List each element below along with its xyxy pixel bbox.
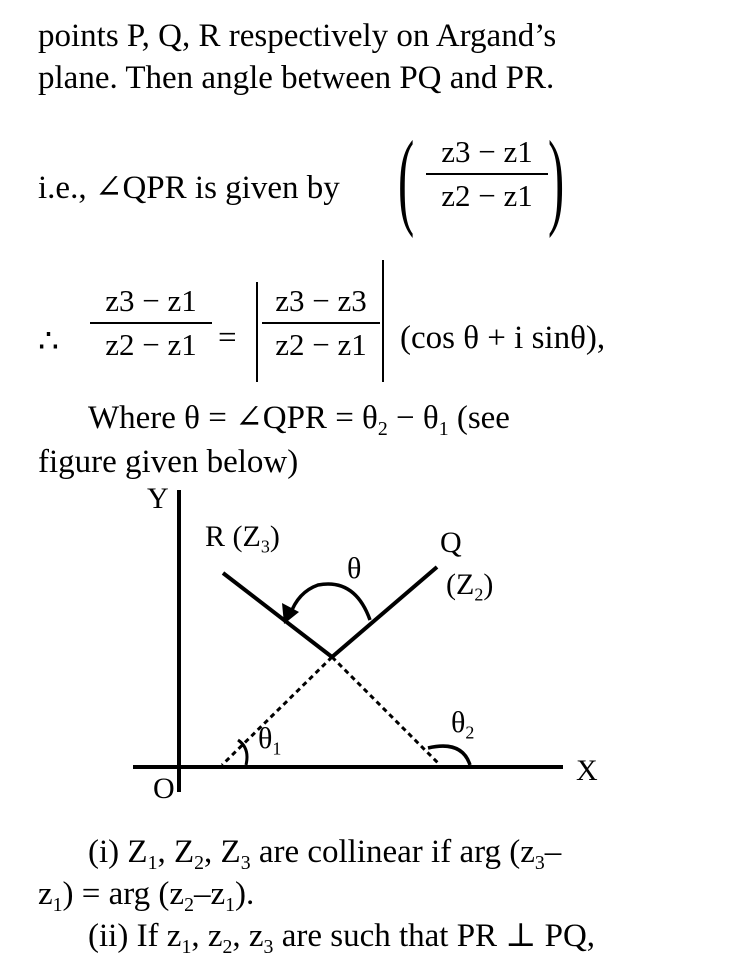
note-i2-d: ). <box>235 876 255 912</box>
note-i-a: (i) Z <box>88 834 148 870</box>
where-text-b: − θ <box>387 400 439 436</box>
note-i-s3: 3 <box>240 851 251 874</box>
y-axis-label: Y <box>147 482 169 515</box>
lhs-denominator: z2 − z1 <box>105 327 197 362</box>
text-line-2: plane. Then angle between PQ and PR. <box>38 60 555 96</box>
note-i-line-2 <box>38 874 254 914</box>
where-text-c: (see <box>448 400 510 436</box>
theta1: θ <box>258 722 273 755</box>
note-i-c: , Z <box>204 834 241 870</box>
z2-label: (Z <box>446 568 475 601</box>
note-i-b: , Z <box>157 834 195 870</box>
where-sub-2: 2 <box>377 417 388 440</box>
note-i2-s2: 2 <box>184 893 194 916</box>
note-i-s2: 2 <box>194 851 205 874</box>
right-paren: ) <box>548 120 565 239</box>
therefore-symbol: ∴ <box>38 324 59 360</box>
x-axis-label: X <box>576 754 598 787</box>
note-i-s1: 1 <box>147 851 158 874</box>
ie-numerator: z3 − z1 <box>441 134 533 169</box>
note-i-e: – <box>544 834 562 870</box>
note-i-s4: 3 <box>534 851 545 874</box>
theta2-arc <box>428 746 470 765</box>
note-ii-s3: 3 <box>263 935 274 958</box>
z3-close: ) <box>269 520 280 553</box>
z3-label: (Z <box>232 520 261 553</box>
where-line-2: figure given below) <box>38 444 299 480</box>
where-sub-1: 1 <box>438 417 449 440</box>
theta-label: θ <box>347 552 362 585</box>
rhs-numerator: z3 − z3 <box>275 283 367 318</box>
note-i-line-1 <box>88 832 561 872</box>
note-ii-a: (ii) If z <box>88 918 182 954</box>
note-ii-b: , z <box>191 918 223 954</box>
point-q: Q <box>440 526 462 559</box>
ie-denominator: z2 − z1 <box>441 178 533 213</box>
note-ii-c: , z <box>232 918 264 954</box>
note-ii-s1: 1 <box>181 935 192 958</box>
arc-arrowhead <box>282 603 299 624</box>
theta-arc <box>290 584 370 620</box>
z2-sub: 2 <box>474 584 484 605</box>
note-ii-line <box>88 916 595 956</box>
note-i2-s1: 1 <box>52 893 63 916</box>
point-r-label <box>205 520 280 557</box>
theta2: θ <box>451 706 466 739</box>
theta1-arc <box>238 740 247 765</box>
text-line-1: points P, Q, R respectively on Argand’s <box>38 18 557 54</box>
theta2-label <box>451 706 475 743</box>
z3-sub: 3 <box>260 536 270 557</box>
point-r: R <box>205 520 226 553</box>
lhs-numerator: z3 − z1 <box>105 283 197 318</box>
note-i2-c: –z <box>193 876 226 912</box>
where-text-a: Where θ = ∠QPR = θ <box>88 400 378 436</box>
point-q-label <box>446 568 494 605</box>
note-i2-s3: 1 <box>225 893 236 916</box>
equals-sign: = <box>218 320 237 356</box>
note-i2-b: ) = arg (z <box>62 876 185 912</box>
rhs-denominator: z2 − z1 <box>275 327 367 362</box>
trig-form: (cos θ + i sinθ), <box>400 320 606 356</box>
left-paren: ( <box>398 120 415 239</box>
ie-text: i.e., ∠QPR is given by <box>38 170 340 206</box>
theta2-sub: 2 <box>465 722 475 743</box>
note-i2-a: z <box>38 876 53 912</box>
note-i-d: are collinear if arg (z <box>250 834 535 870</box>
z2-close: ) <box>483 568 494 601</box>
note-ii-d: are such that PR ⊥ PQ, <box>273 918 596 954</box>
theta1-sub: 1 <box>272 738 282 759</box>
dashed-extension-right <box>332 657 440 765</box>
note-ii-s2: 2 <box>222 935 233 958</box>
origin-label: O <box>153 772 175 805</box>
theta1-label <box>258 722 282 759</box>
